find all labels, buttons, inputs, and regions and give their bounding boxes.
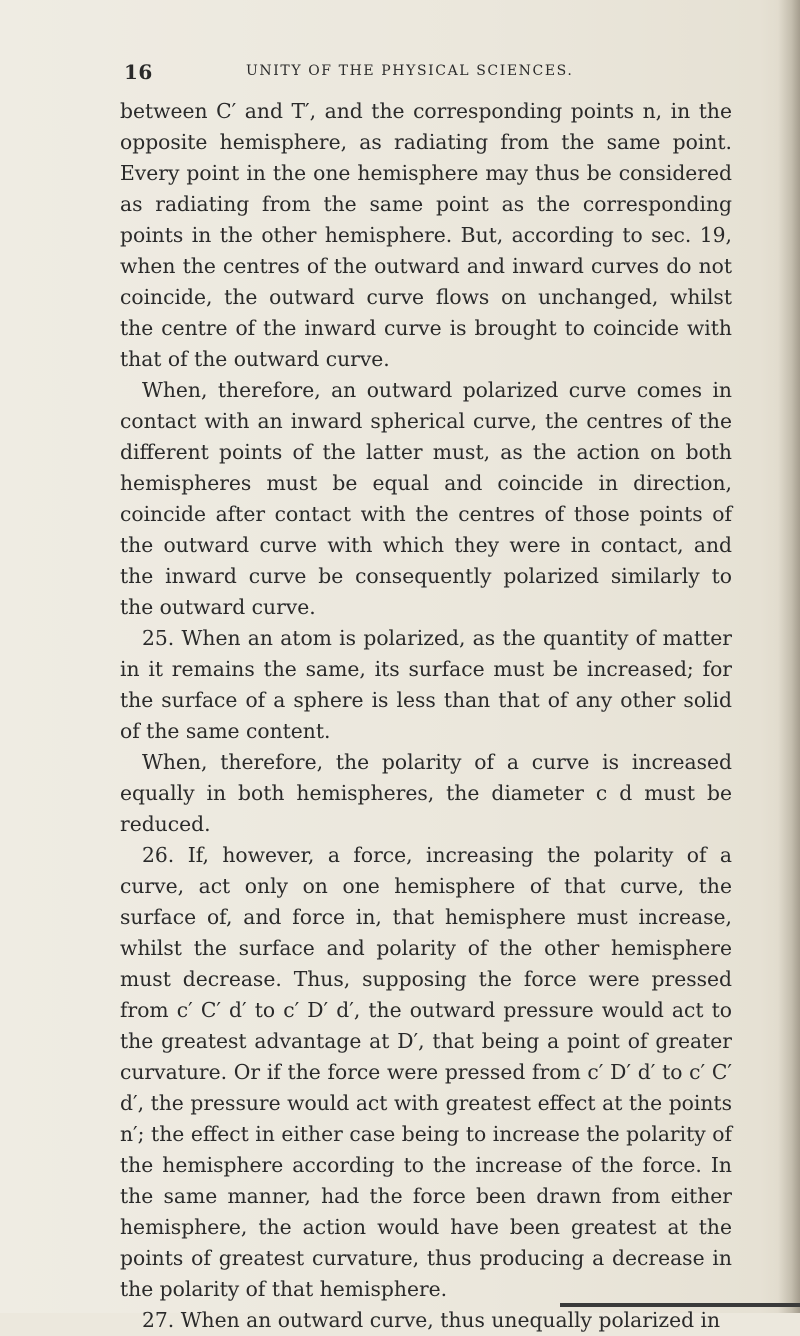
body-text	[120, 96, 732, 1336]
spine-shadow	[778, 0, 800, 1313]
page-number: 16	[124, 60, 153, 84]
running-title: UNITY OF THE PHYSICAL SCIENCES.	[246, 63, 574, 79]
paragraph-polarity-increased: When, therefore, the polarity of a curve is increased equally in both hemispheres, the diameter c d must be reduced.	[120, 750, 732, 836]
paragraph-section-25: 25. When an atom is polarized, as the quantity of matter in it remains the same, its surface must be increased; for the surface of a sphere is less than that of any other solid of the same content.	[120, 626, 732, 743]
running-header	[124, 60, 744, 84]
paragraph-continuation: between C′ and T′, and the corresponding points n, in the opposite hemisphere, as radiating from the same point. Every point in the one hemisphere may thus be considered as radiating from the same point as the corresponding points in the other hemisphere. But, according to sec. 19, when the centres of the outward and inward curves do not coincide, the outward curve flows on unchanged, whilst the centre of the inward curve is brought to coincide with that of the outward curve.	[120, 99, 732, 371]
bottom-rule	[560, 1303, 800, 1307]
paragraph-section-27: 27. When an outward curve, thus unequally polarized in	[142, 1308, 721, 1332]
paragraph-when-therefore: When, therefore, an outward polarized curve comes in contact with an inward spherical curve, the centres of the different points of the latter must, as the action on both hemispheres must be equal and coincide in direction, coincide after contact with the centres of those points of the outward curve with which they were in contact, and the inward curve be consequently polarized similarly to the outward curve.	[120, 378, 732, 619]
paragraph-section-26: 26. If, however, a force, increasing the polarity of a curve, act only on one hemisphere of that curve, the surface of, and force in, that hemisphere must increase, whilst the surface and polarity of the other hemisphere must decrease. Thus, supposing the force were pressed from c′ C′ d′ to c′ D′ d′, the outward pressure would act to the greatest advantage at D′, that being a point of greater curvature. Or if the force were pressed from c′ D′ d′ to c′ C′ d′, the pressure would act with greatest effect at the points n′; the effect in either case being to increase the polarity of the hemisphere according to the increase of the force. In the same manner, had the force been drawn from either hemisphere, the action would have been greatest at the points of greatest curvature, thus producing a decrease in the polarity of that hemisphere.	[120, 843, 732, 1301]
